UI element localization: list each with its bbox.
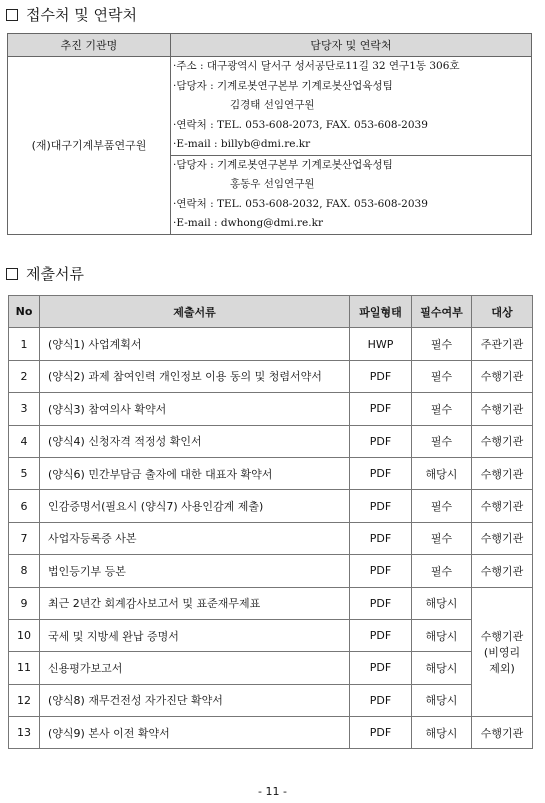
- header-contact: 담당자 및 연락처: [171, 34, 532, 57]
- row-file-type: HWP: [350, 328, 412, 360]
- row-target: 주관기관: [472, 328, 533, 360]
- table-row: [9, 652, 533, 684]
- header-no: No: [9, 296, 40, 328]
- merged-target-line: 제외): [489, 661, 515, 675]
- header-org: 추진 기관명: [8, 34, 171, 57]
- row-file-type: PDF: [350, 522, 412, 554]
- merged-target-line: 수행기관: [480, 629, 524, 643]
- manager-name: 김경태 선임연구원: [230, 99, 315, 111]
- row-required: 해당시: [412, 684, 472, 716]
- row-required: 해당시: [412, 457, 472, 489]
- header-name: 제출서류: [40, 296, 350, 328]
- table-row: [9, 360, 533, 392]
- row-no: 2: [9, 360, 40, 392]
- row-doc-name: (양식4) 신청자격 적정성 확인서: [40, 425, 350, 457]
- row-no: 6: [9, 490, 40, 522]
- row-file-type: PDF: [350, 717, 412, 749]
- row-target: 수행기관: [472, 360, 533, 392]
- table-row: [9, 522, 533, 554]
- row-doc-name: 국세 및 지방세 완납 증명서: [40, 619, 350, 651]
- row-file-type: PDF: [350, 457, 412, 489]
- row-doc-name: 최근 2년간 회계감사보고서 및 표준재무제표: [40, 587, 350, 619]
- row-no: 11: [9, 652, 40, 684]
- row-file-type: PDF: [350, 360, 412, 392]
- table-row: [9, 684, 533, 716]
- manager-line: ·담당자 : 기계로봇연구본부 기계로봇산업육성팀: [173, 79, 393, 92]
- address-line: ·주소 : 대구광역시 달서구 성서공단로11길 32 연구1동 306호: [173, 60, 460, 72]
- header-required: 필수여부: [412, 296, 472, 328]
- row-target: 수행기관: [472, 555, 533, 587]
- row-no: 12: [9, 684, 40, 716]
- row-file-type: PDF: [350, 619, 412, 651]
- header-type: 파일형태: [350, 296, 412, 328]
- table-row: [9, 717, 533, 749]
- row-no: 7: [9, 522, 40, 554]
- row-file-type: PDF: [350, 490, 412, 522]
- section-heading-contact: [6, 4, 137, 25]
- row-required: 필수: [412, 522, 472, 554]
- row-doc-name: (양식6) 민간부담금 출자에 대한 대표자 확약서: [40, 457, 350, 489]
- row-no: 10: [9, 619, 40, 651]
- row-file-type: PDF: [350, 425, 412, 457]
- table-row: [9, 619, 533, 651]
- row-doc-name: (양식2) 과제 참여인력 개인정보 이용 동의 및 청렴서약서: [40, 360, 350, 392]
- row-required: 필수: [412, 360, 472, 392]
- row-doc-name: (양식1) 사업계획서: [40, 328, 350, 360]
- contact-block-1: [171, 57, 532, 156]
- page-number: - 11 -: [258, 785, 287, 798]
- row-file-type: PDF: [350, 555, 412, 587]
- row-no: 13: [9, 717, 40, 749]
- documents-table: [8, 295, 533, 749]
- row-doc-name: (양식9) 본사 이전 확약서: [40, 717, 350, 749]
- row-doc-name: 사업자등록증 사본: [40, 522, 350, 554]
- row-required: 필수: [412, 490, 472, 522]
- row-no: 4: [9, 425, 40, 457]
- contact-table: [7, 33, 532, 235]
- phone-line: ·연락처 : TEL. 053-608-2073, FAX. 053-608-2039: [173, 118, 428, 131]
- table-row: [9, 457, 533, 489]
- row-required: 필수: [412, 555, 472, 587]
- merged-target-cell: [472, 587, 533, 717]
- row-required: 해당시: [412, 587, 472, 619]
- row-no: 5: [9, 457, 40, 489]
- row-required: 필수: [412, 425, 472, 457]
- table-row: [9, 393, 533, 425]
- table-row: [9, 328, 533, 360]
- row-doc-name: (양식3) 참여의사 확약서: [40, 393, 350, 425]
- row-doc-name: 인감증명서(필요시 (양식7) 사용인감계 제출): [40, 490, 350, 522]
- contact-block-2: [171, 155, 532, 234]
- row-required: 필수: [412, 328, 472, 360]
- row-doc-name: 법인등기부 등본: [40, 555, 350, 587]
- manager-line: ·담당자 : 기계로봇연구본부 기계로봇산업육성팀: [173, 158, 393, 171]
- row-required: 해당시: [412, 652, 472, 684]
- row-file-type: PDF: [350, 684, 412, 716]
- row-target: 수행기관: [472, 717, 533, 749]
- section-title: 제출서류: [26, 265, 84, 283]
- row-required: 필수: [412, 393, 472, 425]
- row-required: 해당시: [412, 619, 472, 651]
- row-no: 9: [9, 587, 40, 619]
- header-target: 대상: [472, 296, 533, 328]
- row-required: 해당시: [412, 717, 472, 749]
- checkbox-square-icon: [6, 268, 18, 280]
- org-name: (재)대구기계부품연구원: [8, 57, 171, 235]
- row-file-type: PDF: [350, 587, 412, 619]
- phone-line: ·연락처 : TEL. 053-608-2032, FAX. 053-608-2039: [173, 197, 428, 210]
- checkbox-square-icon: [6, 9, 18, 21]
- row-target: 수행기관: [472, 490, 533, 522]
- table-row: [9, 425, 533, 457]
- row-target: 수행기관: [472, 522, 533, 554]
- table-row: [9, 490, 533, 522]
- table-row: [9, 555, 533, 587]
- row-no: 1: [9, 328, 40, 360]
- row-file-type: PDF: [350, 652, 412, 684]
- manager-name: 홍동우 선임연구원: [230, 178, 315, 190]
- row-target: 수행기관: [472, 393, 533, 425]
- row-doc-name: (양식8) 재무건전성 자가진단 확약서: [40, 684, 350, 716]
- section-title: 접수처 및 연락처: [26, 6, 137, 24]
- row-target: 수행기관: [472, 425, 533, 457]
- row-no: 8: [9, 555, 40, 587]
- row-file-type: PDF: [350, 393, 412, 425]
- row-doc-name: 신용평가보고서: [40, 652, 350, 684]
- table-row: [9, 587, 533, 619]
- email-line[interactable]: ·E-mail : billyb@dmi.re.kr: [173, 138, 311, 150]
- row-no: 3: [9, 393, 40, 425]
- row-target: 수행기관: [472, 457, 533, 489]
- email-line[interactable]: ·E-mail : dwhong@dmi.re.kr: [173, 217, 323, 229]
- merged-target-line: (비영리: [483, 645, 521, 659]
- section-heading-docs: [6, 263, 84, 284]
